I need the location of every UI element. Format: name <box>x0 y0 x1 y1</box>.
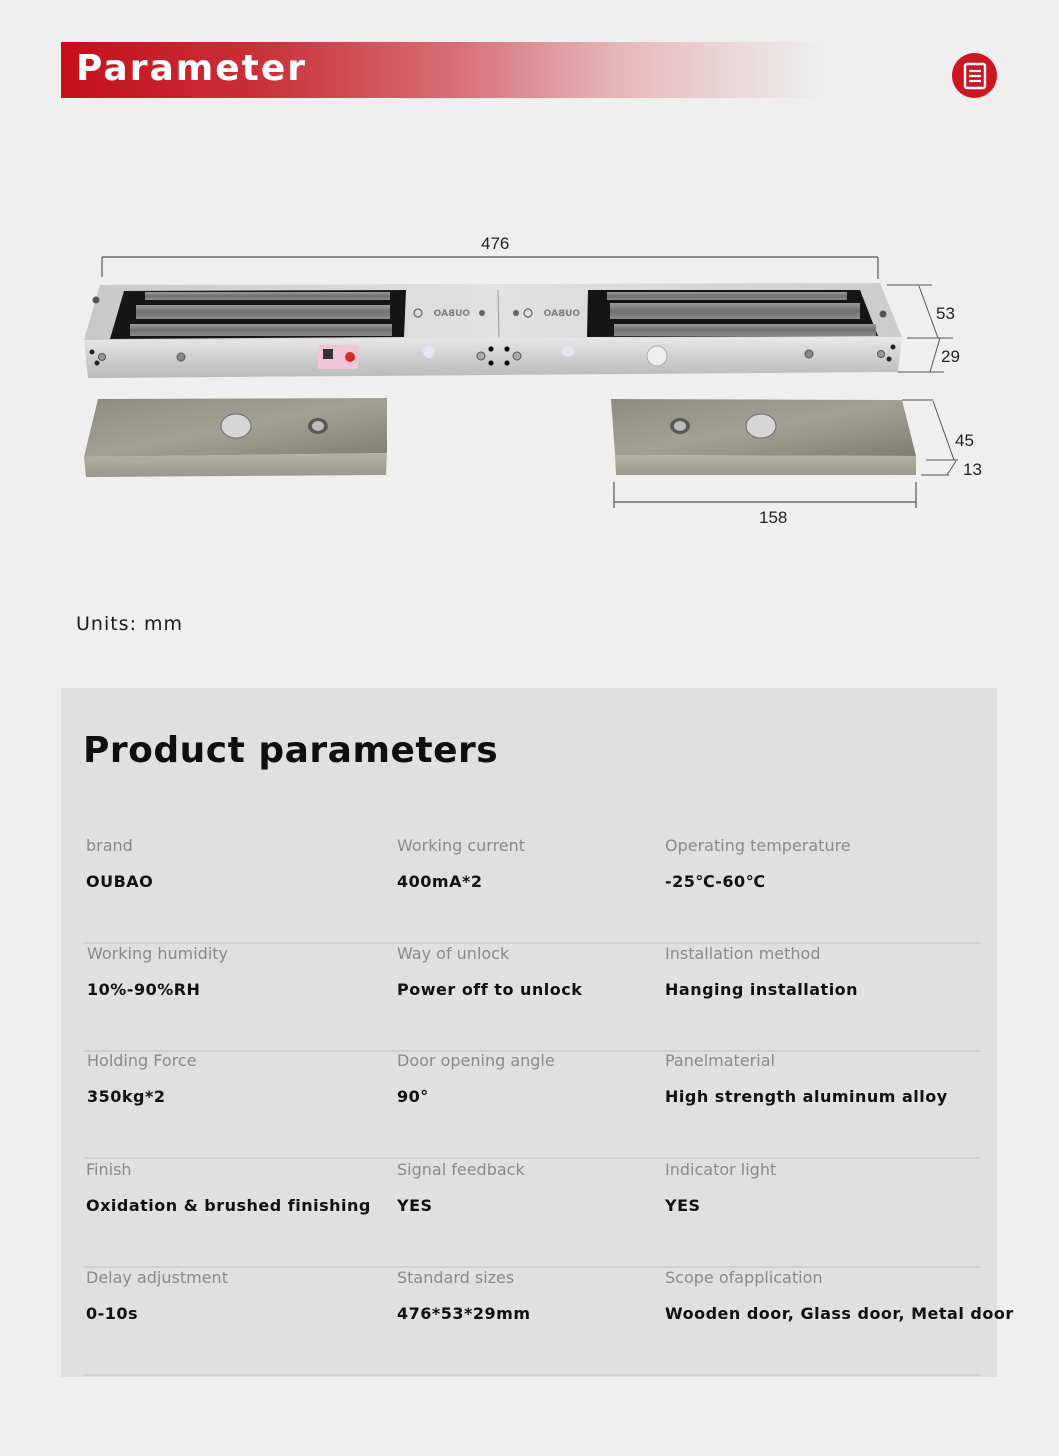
param-label: Holding Force <box>87 1051 197 1070</box>
param-label: Installation method <box>665 944 821 963</box>
param-value: 400mA*2 <box>397 872 483 891</box>
banner-title: Parameter <box>76 48 308 89</box>
document-list-icon <box>963 62 987 90</box>
param-value: 90° <box>397 1087 429 1106</box>
param-value: YES <box>397 1196 433 1215</box>
param-value: Power off to unlock <box>397 980 583 999</box>
param-value: 10%-90%RH <box>87 980 201 999</box>
svg-text:OUBAO: OUBAO <box>543 309 580 319</box>
dimension-lock-length: 476 <box>481 234 510 253</box>
param-value: OUBAO <box>86 872 154 891</box>
dimension-plate-depth: 45 <box>955 431 974 450</box>
param-row <box>84 944 980 1052</box>
param-value: Hanging installation <box>665 980 859 999</box>
section-banner <box>61 42 841 98</box>
maglock-illustration <box>0 220 1059 540</box>
dimension-lock-depth: 53 <box>936 304 955 323</box>
param-label: Signal feedback <box>397 1160 525 1179</box>
param-value: 476*53*29mm <box>397 1304 531 1323</box>
units-label: Units: mm <box>76 613 184 635</box>
dimension-diagram <box>0 220 1059 540</box>
param-label: Working current <box>397 836 526 855</box>
param-label: brand <box>86 836 133 855</box>
param-row <box>84 1268 1014 1376</box>
dimension-plate-length: 158 <box>759 508 788 527</box>
param-label: Way of unlock <box>397 944 510 963</box>
param-label: Indicator light <box>665 1160 777 1179</box>
param-value: YES <box>665 1196 701 1215</box>
param-label: Scope ofapplication <box>665 1268 823 1287</box>
param-value: 350kg*2 <box>87 1087 166 1106</box>
param-label: Door opening angle <box>397 1051 555 1070</box>
product-parameters-panel <box>61 688 1014 1377</box>
document-list-button[interactable] <box>952 53 997 98</box>
param-label: Finish <box>86 1160 132 1179</box>
param-row <box>84 1051 980 1159</box>
svg-text:OUBAO: OUBAO <box>433 309 470 319</box>
param-row <box>84 1160 980 1268</box>
param-value: -25℃-60℃ <box>665 872 766 891</box>
param-label: Delay adjustment <box>86 1268 228 1287</box>
param-value: High strength aluminum alloy <box>665 1087 948 1106</box>
param-label: Working humidity <box>87 944 228 963</box>
param-value: Oxidation & brushed finishing <box>86 1196 371 1215</box>
product-parameters-title: Product parameters <box>83 730 499 771</box>
param-value: 0-10s <box>86 1304 139 1323</box>
param-row <box>84 836 980 944</box>
dimension-plate-height: 13 <box>963 460 982 479</box>
dimension-lock-height: 29 <box>941 347 960 366</box>
param-label: Panelmaterial <box>665 1051 775 1070</box>
param-label: Standard sizes <box>397 1268 515 1287</box>
param-label: Operating temperature <box>665 836 851 855</box>
param-value: Wooden door, Glass door, Metal door <box>665 1304 1014 1323</box>
